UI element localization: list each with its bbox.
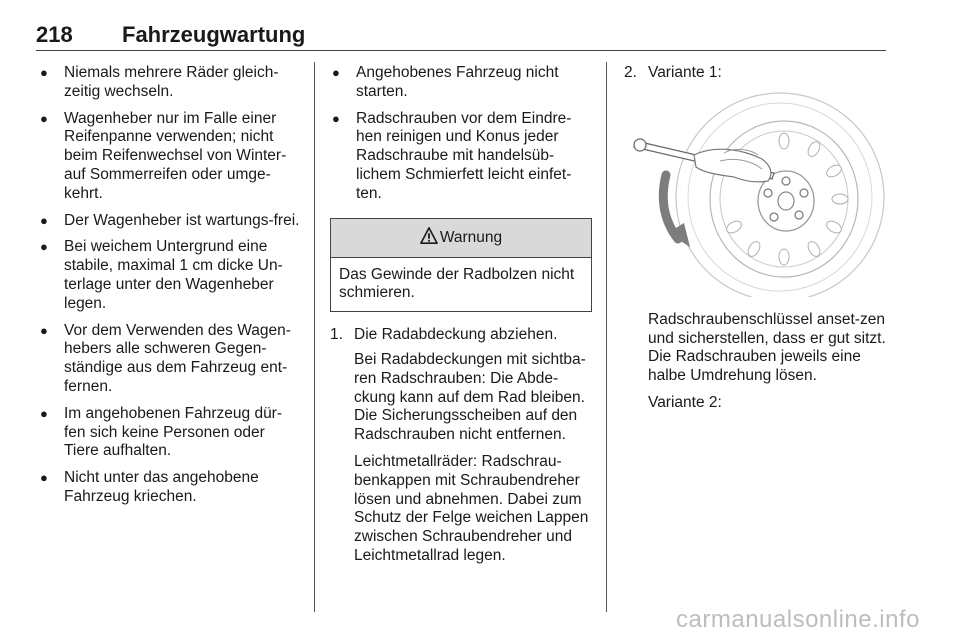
- list-item: ● Vor dem Verwenden des Wagen-hebers alle schweren Gegen-ständige aus dem Fahrzeug ent-fernen.: [40, 321, 291, 395]
- list-item: ● Radschrauben vor dem Eindre-hen reinigen und Konus jeder Radschraube mit handelsüb-lichem Schmierfett leicht einfet-ten.: [332, 109, 572, 202]
- page-header: [36, 22, 886, 52]
- step-paragraph: Leichtmetallräder: Radschrau-benkappen mit Schraubendreher lösen und abnehmen. Dabei zum Schutz der Felge weichen Lappen zwischen Schraubendreher und Leichtmetallrad legen.: [354, 452, 589, 564]
- watermark-text: carmanualsonline.info: [676, 606, 920, 633]
- step-2: [624, 64, 890, 413]
- warning-text: Das Gewinde der Radbolzen nicht schmieren.: [339, 265, 575, 302]
- step-paragraph: Bei Radabdeckungen mit sichtba-ren Radschrauben: Die Abde-ckung kann auf dem Rad bleiben. Die Sicherungsscheiben auf den Radschrauben nicht entfernen.: [354, 350, 586, 444]
- step-1: [330, 326, 592, 566]
- header-rule: [36, 50, 886, 51]
- safety-bullet-list-2: [330, 64, 592, 204]
- list-item: ● Wagenheber nur im Falle einer Reifenpanne verwenden; nicht beim Reifenwechsel von Winter- auf Sommerreifen oder umge-kehrt.: [40, 109, 287, 202]
- wheel-icon: [624, 89, 886, 297]
- step-label: Variante 1:: [648, 64, 722, 81]
- page-title: Fahrzeugwartung: [122, 22, 306, 47]
- list-item: ● Bei weichem Untergrund eine stabile, maximal 1 cm dicke Un-terlage unter den Wagenheber legen.: [40, 238, 283, 312]
- column-divider-2: [606, 62, 607, 612]
- safety-bullet-list: [38, 64, 300, 507]
- column-1: [38, 64, 300, 515]
- warning-title: Warnung: [439, 228, 503, 246]
- page-number: 218: [36, 22, 73, 47]
- list-item: ● Nicht unter das angehobene Fahrzeug kriechen.: [40, 469, 259, 505]
- step-number: 1.: [330, 326, 343, 344]
- step-text: Die Radabdeckung abziehen.: [354, 326, 558, 344]
- wheel-wrench-illustration: [624, 89, 886, 297]
- list-item: ● Niemals mehrere Räder gleich-zeitig wechseln.: [40, 64, 279, 100]
- column-divider-1: [314, 62, 315, 612]
- step-number: 2.: [624, 64, 637, 81]
- step-caption: Radschraubenschlüssel anset-zen und sicherstellen, dass er gut sitzt. Die Radschrauben jeweils eine halbe Umdrehung lösen.: [648, 310, 886, 385]
- column-2: [330, 64, 592, 574]
- warning-triangle-icon: [420, 227, 438, 245]
- column-3: [624, 64, 890, 421]
- list-item: ● Im angehobenen Fahrzeug dür-fen sich keine Personen oder Tiere aufhalten.: [40, 404, 283, 460]
- variant-2-label: Variante 2:: [648, 393, 722, 411]
- list-item: ● Angehobenes Fahrzeug nicht starten.: [332, 64, 559, 100]
- list-item: ● Der Wagenheber ist wartungs-frei.: [40, 211, 300, 229]
- warning-header: [331, 219, 591, 258]
- warning-box: [330, 218, 592, 313]
